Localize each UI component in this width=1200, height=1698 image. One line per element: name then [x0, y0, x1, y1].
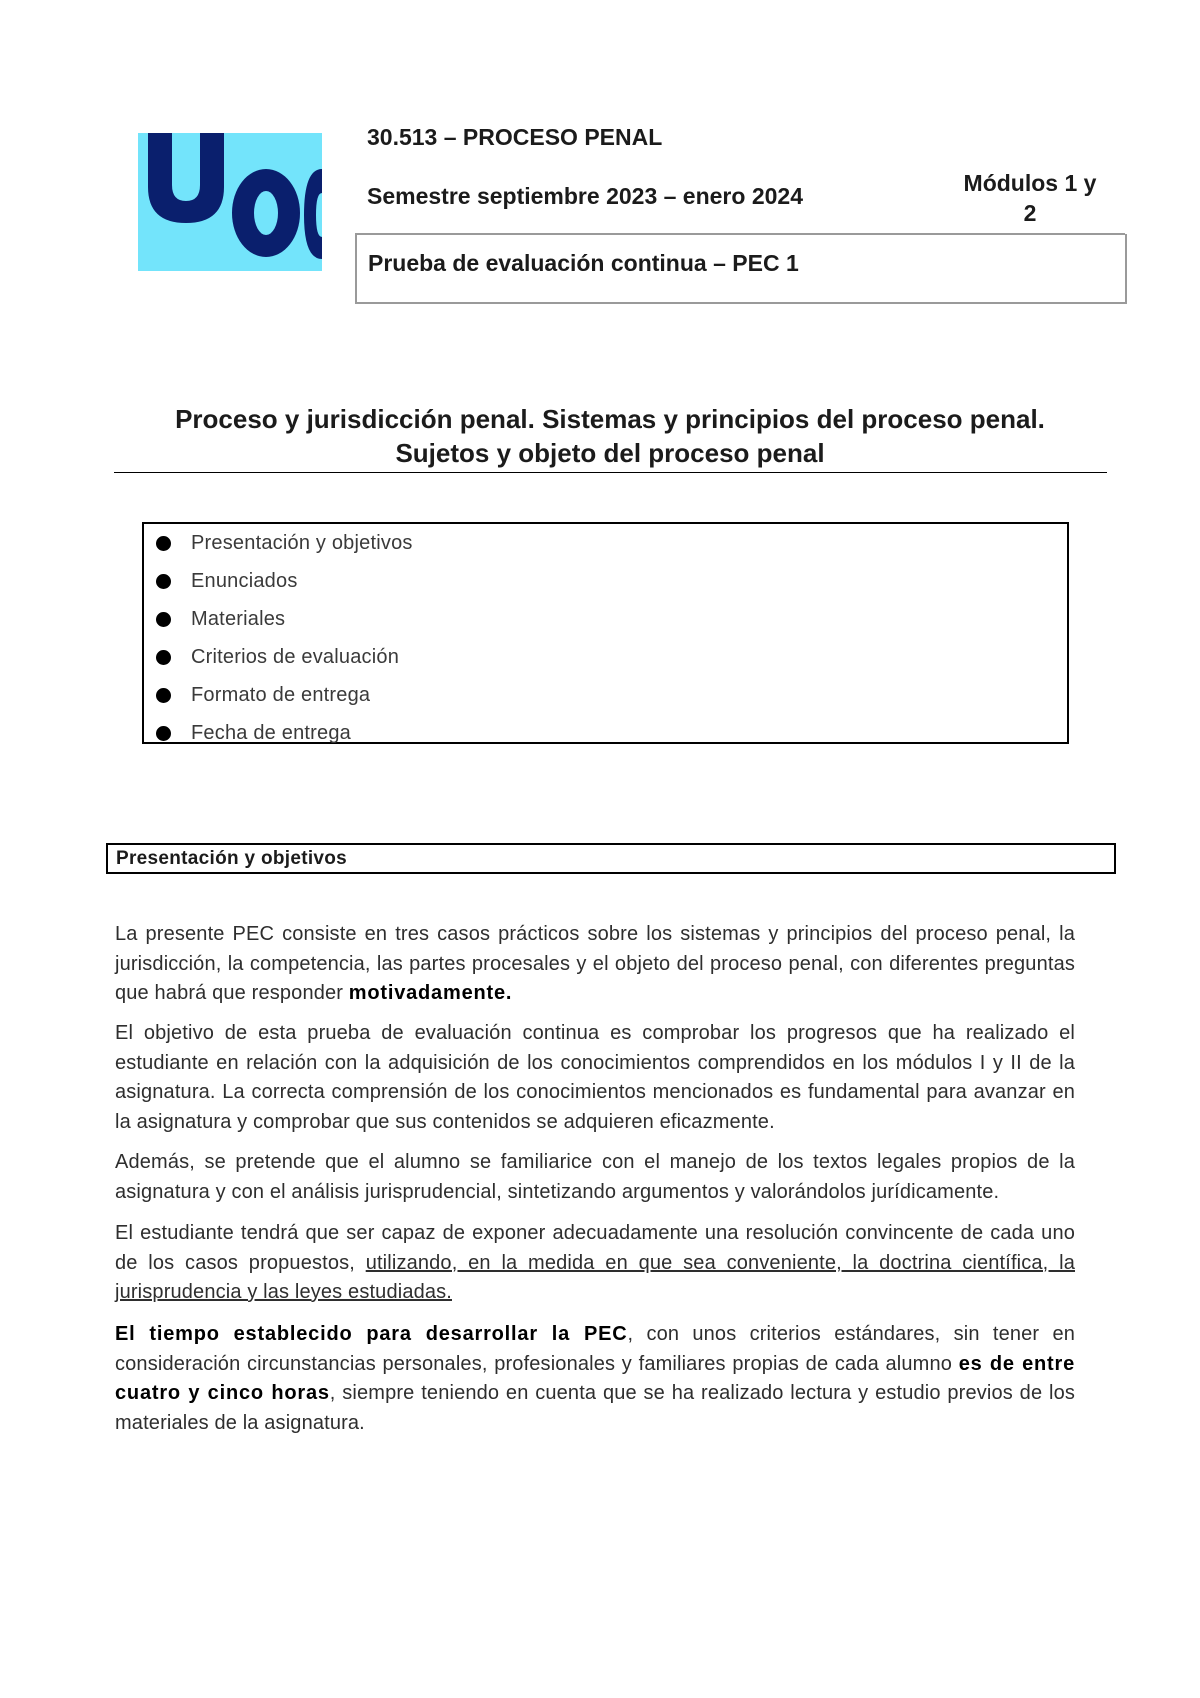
- toc-item[interactable]: [144, 718, 351, 748]
- paragraph-4: [115, 1219, 1075, 1308]
- document-title-line-2: Sujetos y objeto del proceso penal: [395, 438, 825, 468]
- modules-label: [940, 168, 1120, 228]
- bullet-icon: [156, 536, 171, 551]
- toc-item-label: Formato de entrega: [191, 683, 371, 706]
- uoc-logo: [138, 133, 322, 271]
- document-title: [114, 402, 1106, 470]
- modules-line-1: Módulos 1 y: [963, 170, 1097, 196]
- paragraph-4-underlined: utilizando, en la medida en que sea conveniente, la doctrina científica, la jurisprudencia y las leyes estudiadas.: [115, 1251, 1076, 1303]
- bullet-icon: [156, 688, 171, 703]
- toc-item-label: Fecha de entrega: [191, 721, 351, 744]
- paragraph-3: Además, se pretende que el alumno se familiarice con el manejo de los textos legales propios de la asignatura y con el análisis jurisprudencial, sintetizando argumentos y valorándolos jurídicamente.: [115, 1151, 1075, 1203]
- paragraph-2: El objetivo de esta prueba de evaluación continua es comprobar los progresos que ha realizado el estudiante en relación con la adquisición de los conocimientos comprendidos en los módulos I y II de la asignatura. La correcta comprensión de los conocimientos mencionados es fundamental para avanzar en la asignatura y comprobar que sus contenidos se adquieren eficazmente.: [115, 1022, 1075, 1133]
- section-heading-box: [106, 843, 1116, 874]
- paragraph-1-emphasis: motivadamente.: [348, 982, 513, 1004]
- bullet-icon: [156, 726, 171, 741]
- title-underline: [114, 472, 1107, 473]
- toc-item-label: Criterios de evaluación: [191, 645, 400, 668]
- toc-item[interactable]: [144, 642, 399, 672]
- paragraph-5: [115, 1320, 1075, 1438]
- semester-label: Semestre septiembre 2023 – enero 2024: [367, 183, 803, 209]
- toc-item[interactable]: [144, 528, 413, 558]
- toc-item[interactable]: [144, 604, 285, 634]
- pec-title: Prueba de evaluación continua – PEC 1: [368, 250, 799, 276]
- paragraph-5-text-1: , con unos criterios estándares, sin tener en consideración circunstancias personales, profesionales y familiares propias de cada alumno: [115, 1323, 1075, 1375]
- bullet-icon: [156, 650, 171, 665]
- document-title-line-1: Proceso y jurisdicción penal. Sistemas y principios del proceso penal.: [175, 404, 1045, 434]
- paragraph-1-text: La presente PEC consiste en tres casos prácticos sobre los sistemas y principios del proceso penal, la jurisdicción, la competencia, las partes procesales y el objeto del proceso penal, con diferentes preguntas que habrá que responder: [115, 923, 1075, 1004]
- paragraph-5-emphasis-1: El tiempo establecido para desarrollar la PEC: [115, 1323, 628, 1345]
- bullet-icon: [156, 612, 171, 627]
- course-title: 30.513 – PROCESO PENAL: [367, 124, 663, 150]
- paragraph-4-text: El estudiante tendrá que ser capaz de exponer adecuadamente una resolución convincente de cada uno de los casos propuestos,: [115, 1222, 1075, 1274]
- bullet-icon: [156, 574, 171, 589]
- toc-item[interactable]: [144, 680, 370, 710]
- pec-title-box: [355, 234, 1127, 304]
- table-of-contents: [142, 522, 1069, 744]
- toc-item-label: Materiales: [191, 607, 286, 630]
- modules-line-2: 2: [1023, 200, 1037, 226]
- paragraph-5-emphasis-2: es de entre cuatro y cinco horas: [115, 1352, 1076, 1404]
- toc-item-label: Presentación y objetivos: [191, 531, 413, 554]
- toc-item-label: Enunciados: [191, 569, 298, 592]
- section-heading: Presentación y objetivos: [116, 848, 348, 869]
- toc-item[interactable]: [144, 566, 298, 596]
- paragraph-5-text-2: , siempre teniendo en cuenta que se ha realizado lectura y estudio previos de los materiales de la asignatura.: [115, 1382, 1075, 1434]
- paragraph-1: [115, 920, 1075, 1009]
